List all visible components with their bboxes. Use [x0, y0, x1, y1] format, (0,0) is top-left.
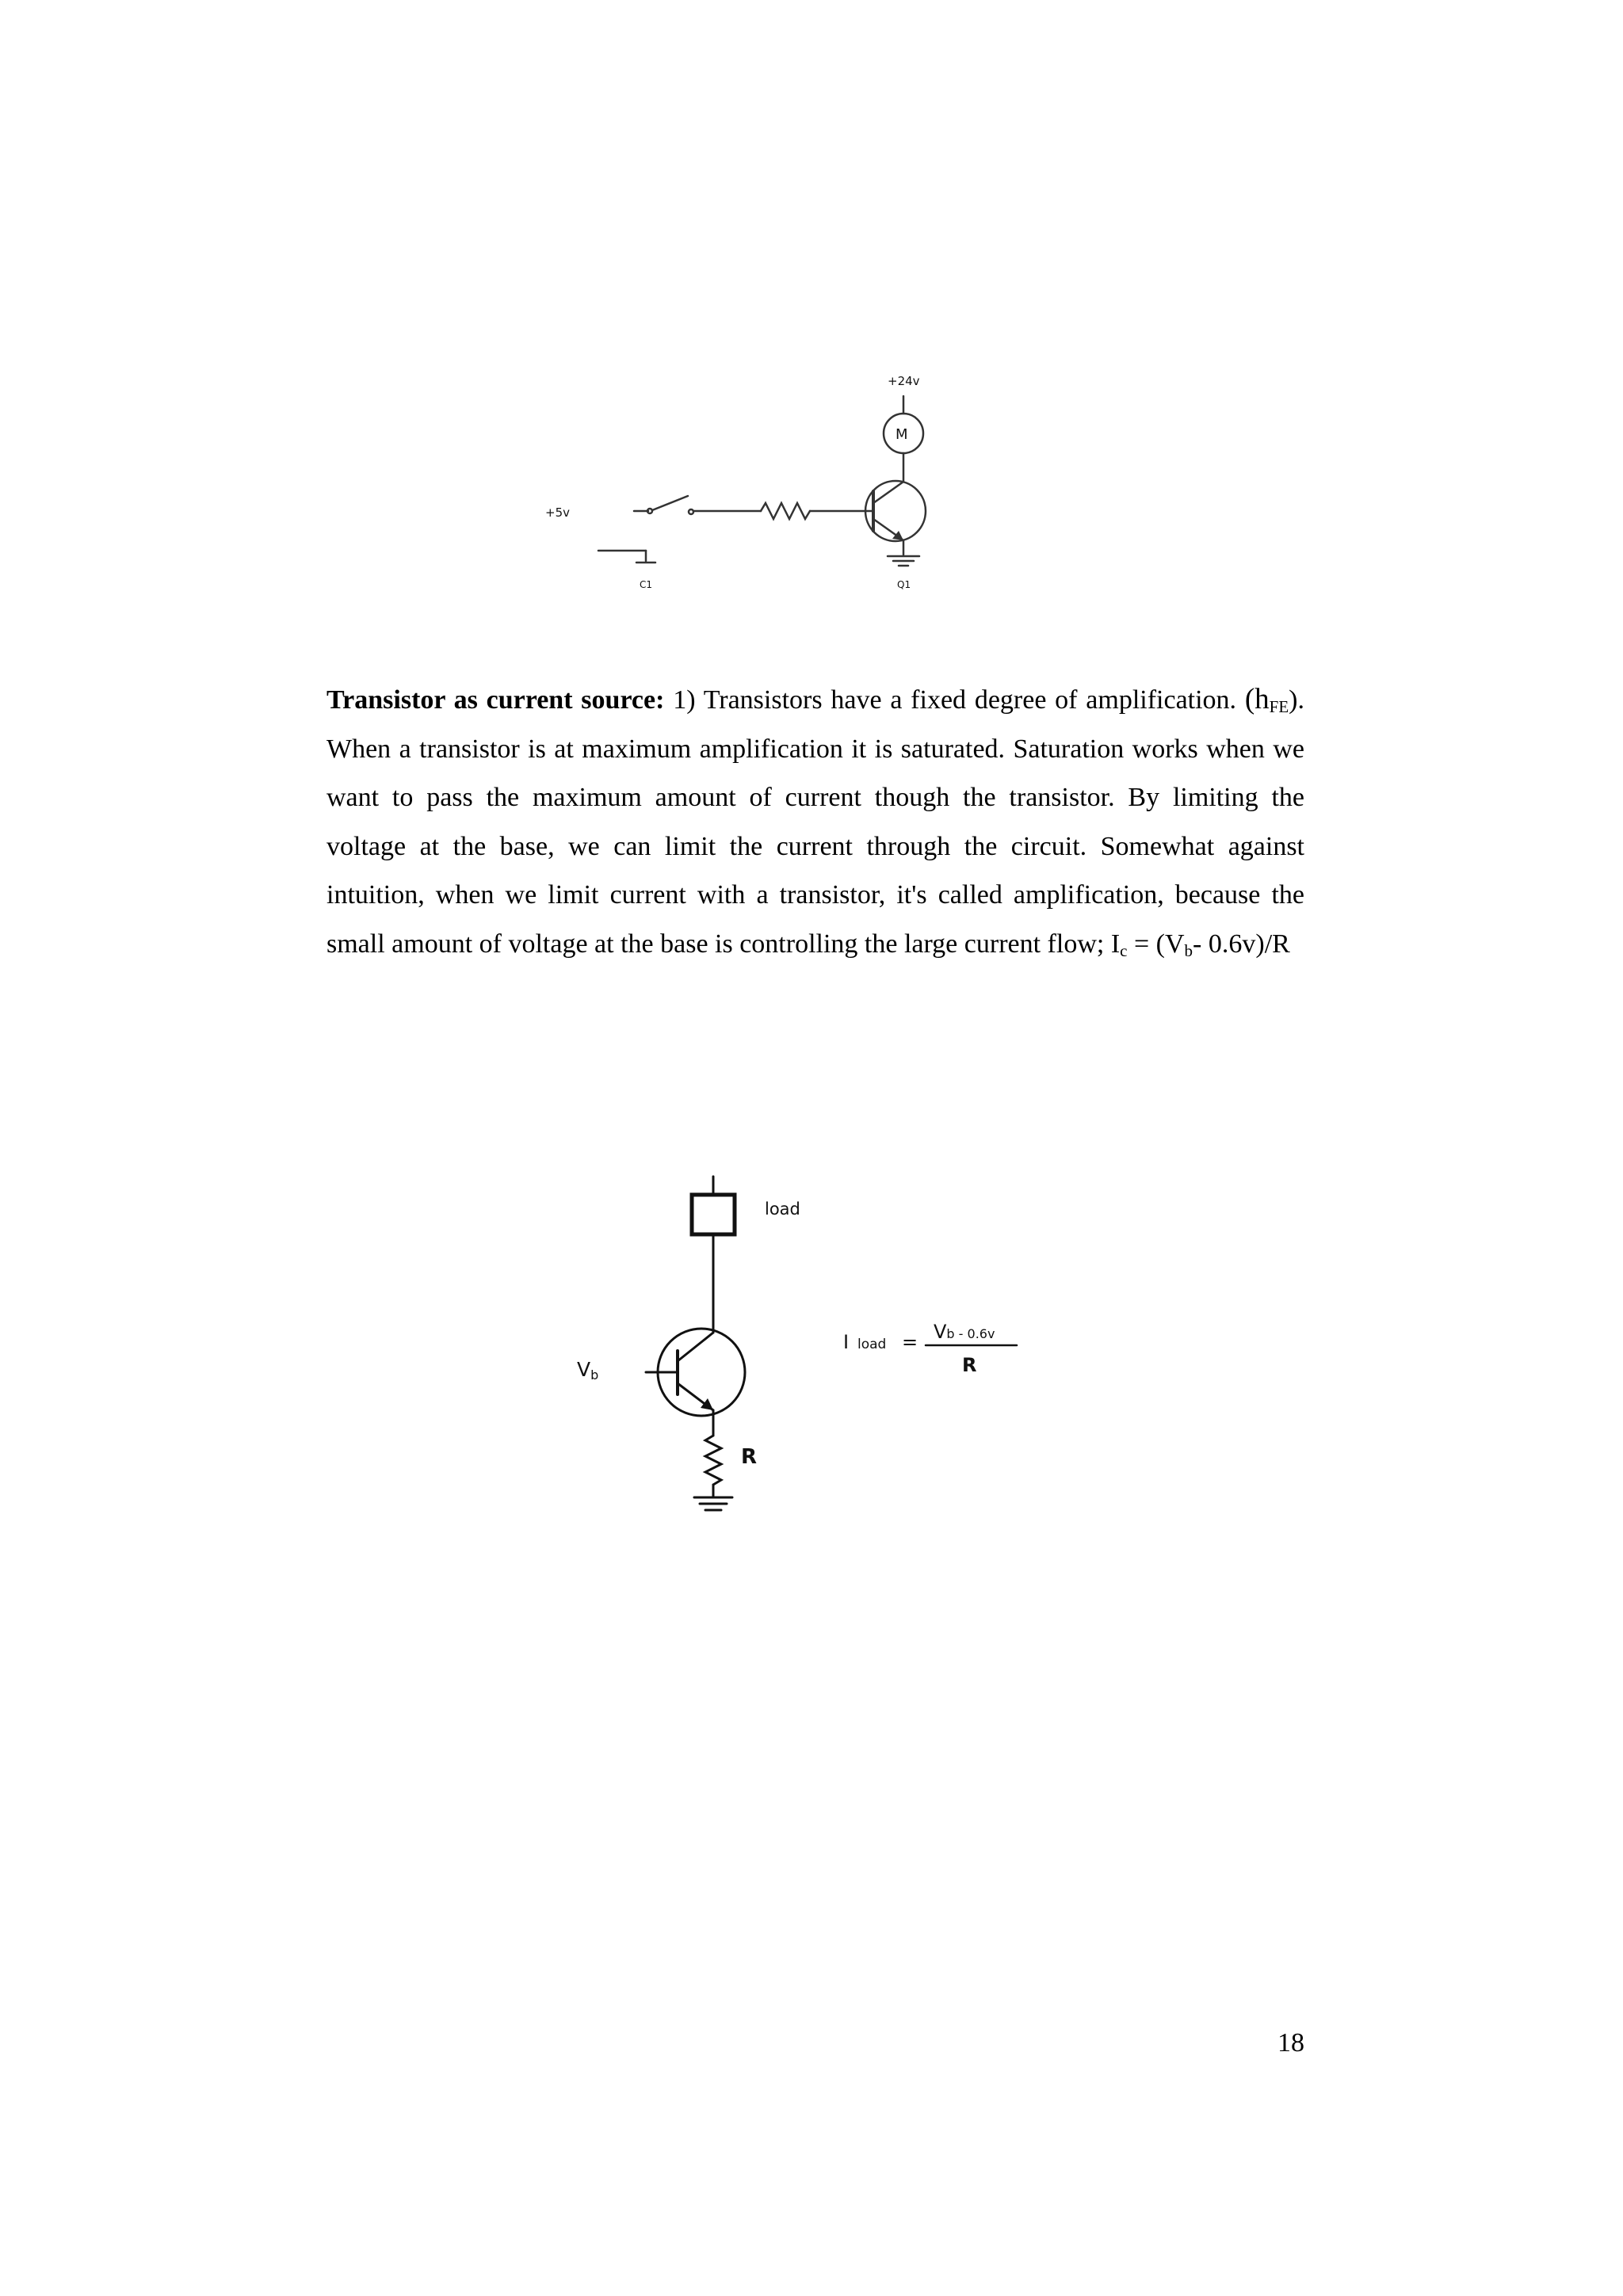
sentence-amplification: 1) Transistors have a fixed degree of amplification. [664, 685, 1245, 715]
ic-subscript: c [1120, 940, 1128, 960]
transistor-ref-label: Q1 [897, 579, 911, 590]
vb-label: Vb [577, 1358, 599, 1383]
motor-switch-circuit-diagram [507, 349, 967, 610]
emitter-arrow [701, 1398, 713, 1410]
equation-middle: = (V [1127, 929, 1185, 959]
equation-end: - 0.6v)/R [1193, 929, 1290, 959]
current-source-circuit-svg [555, 1149, 1046, 1529]
formula-numerator: Vb - 0.6v [934, 1321, 995, 1343]
body-paragraph [327, 675, 1304, 968]
hfe-subscript: FE [1269, 697, 1289, 716]
switch-ref-label: C1 [640, 579, 653, 590]
motor-label: M [896, 426, 908, 443]
load-label: load [765, 1199, 800, 1219]
paragraph-heading: Transistor as current source: [327, 685, 665, 715]
open-paren: ( [1244, 683, 1255, 715]
formula-load-subscript: load [857, 1337, 887, 1352]
emitter-resistor [705, 1436, 721, 1485]
switch-lever [652, 496, 688, 510]
load-box [692, 1195, 735, 1234]
formula-current-symbol: I [843, 1331, 850, 1353]
supply-label: +24v [888, 374, 920, 388]
formula-denominator: R [962, 1354, 977, 1376]
sentence-saturation: ). When a transistor is at maximum amplification it is saturated. Saturation works when we want to pass the maximum amount of current though the transistor. By limiting the voltage at the base, we can limit the current through the circuit. Somewhat against intuition, when we limit current with a transistor, it's called amplification, because the small amount of voltage at the base is controlling the large current flow; [327, 685, 1304, 959]
base-resistor [761, 503, 810, 519]
transistor-collector-lead [873, 482, 903, 503]
switch-contact-right [689, 509, 693, 514]
formula-equals: = [902, 1331, 918, 1353]
transistor-collector-lead [678, 1333, 713, 1361]
switch-contact-left [647, 509, 652, 513]
input-voltage-label: +5v [545, 505, 570, 520]
current-source-circuit-diagram [555, 1149, 1046, 1529]
page-number: 18 [1277, 2028, 1304, 2058]
emitter-arrow [892, 531, 903, 540]
resistor-label: R [741, 1445, 758, 1469]
ic-symbol: I [1110, 929, 1121, 959]
hfe-letter: h [1254, 683, 1270, 715]
vb-subscript: b [1184, 940, 1193, 960]
motor-switch-circuit-svg [507, 349, 967, 610]
